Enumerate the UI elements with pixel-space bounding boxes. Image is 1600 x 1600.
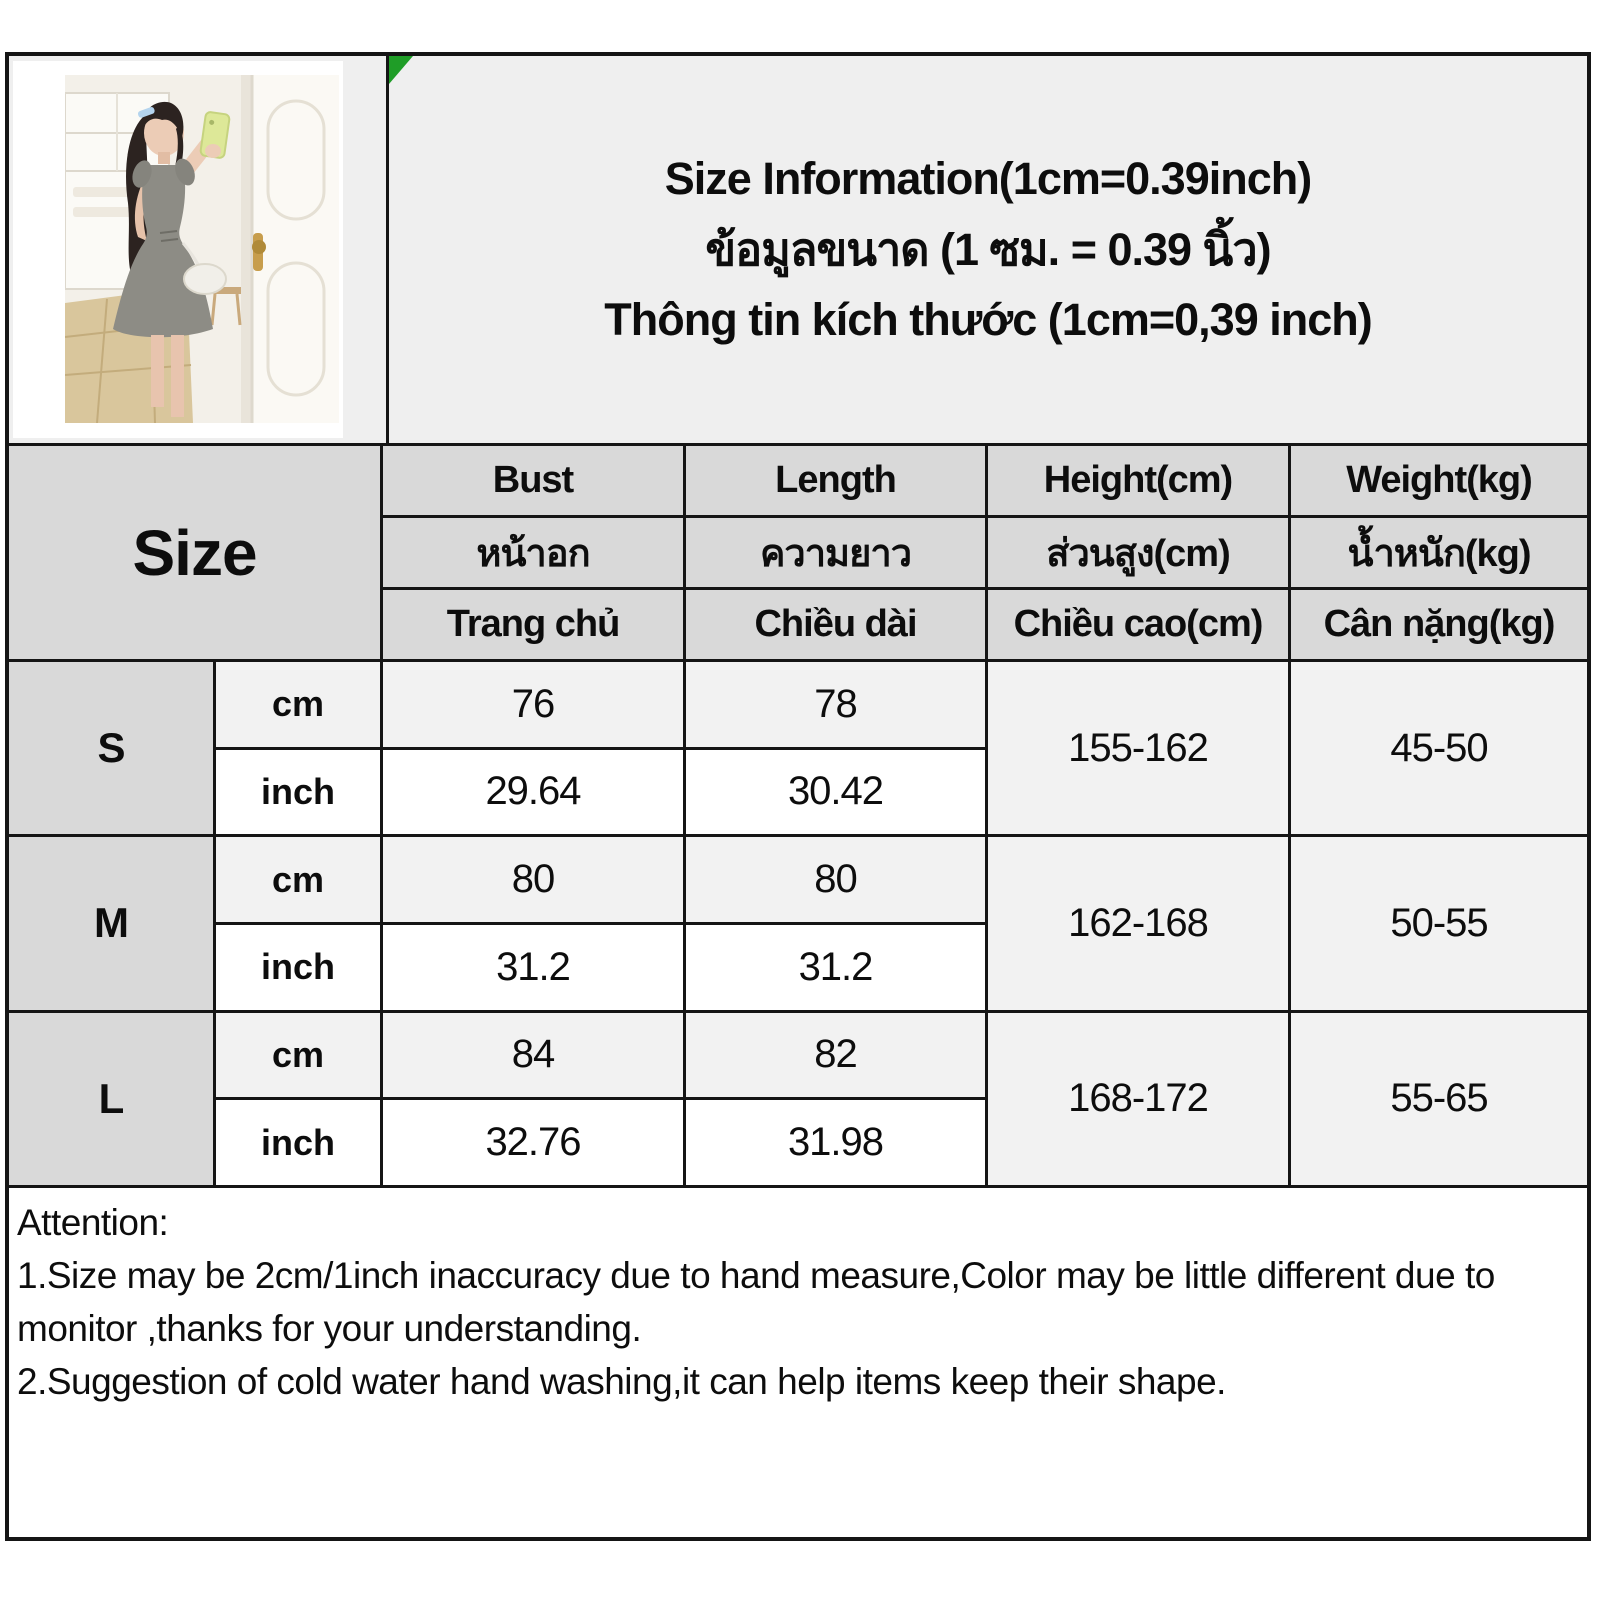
attention-section	[9, 1185, 1587, 1537]
row-m-weight: 50-55	[1291, 837, 1587, 1009]
row-s-height: 155-162	[988, 662, 1288, 834]
title-cell	[389, 56, 1587, 443]
header-weight-th: น้ำหนัก(kg)	[1291, 518, 1587, 587]
header-height-vi: Chiều cao(cm)	[988, 590, 1288, 659]
row-l-unit-inch: inch	[216, 1100, 380, 1185]
row-l-bust-cm: 84	[383, 1013, 683, 1098]
size-header: Size	[9, 446, 380, 659]
row-l-length-inch: 31.98	[686, 1100, 985, 1185]
row-l-height: 168-172	[988, 1013, 1288, 1185]
header-weight-vi: Cân nặng(kg)	[1291, 590, 1587, 659]
product-photo-cell	[9, 56, 389, 443]
row-m-label: M	[9, 837, 213, 1009]
title-thai: ข้อมูลขนาด (1 ซม. = 0.39 นิ้ว)	[705, 223, 1271, 275]
row-s-label: S	[9, 662, 213, 834]
product-photo	[65, 75, 339, 423]
green-corner-marker-icon	[389, 56, 413, 84]
header-bust-th: หน้าอก	[383, 518, 683, 587]
title-vietnamese: Thông tin kích thước (1cm=0,39 inch)	[604, 294, 1372, 346]
door	[251, 75, 339, 423]
row-m-length-inch: 31.2	[686, 925, 985, 1010]
leg	[171, 335, 184, 417]
row-m-bust-inch: 31.2	[383, 925, 683, 1010]
row-l-label: L	[9, 1013, 213, 1185]
neck	[158, 152, 170, 164]
header-length-th: ความยาว	[686, 518, 985, 587]
row-m-height: 162-168	[988, 837, 1288, 1009]
row-s-length-inch: 30.42	[686, 750, 985, 835]
photo-white-matte	[13, 61, 343, 438]
header-weight-en: Weight(kg)	[1291, 446, 1587, 515]
row-m-unit-cm: cm	[216, 837, 380, 922]
row-m-unit-inch: inch	[216, 925, 380, 1010]
header-length-en: Length	[686, 446, 985, 515]
top-row	[9, 56, 1587, 446]
header-length-vi: Chiều dài	[686, 590, 985, 659]
attention-note: 1.Size may be 2cm/1inch inaccuracy due to hand measure,Color may be little different due to monitor ,thanks for your understanding.	[17, 1255, 1495, 1349]
row-l-bust-inch: 32.76	[383, 1100, 683, 1185]
row-m-bust-cm: 80	[383, 837, 683, 922]
row-s-weight: 45-50	[1291, 662, 1587, 834]
title-english: Size Information(1cm=0.39inch)	[664, 153, 1312, 205]
leg	[151, 335, 164, 407]
header-height-th: ส่วนสูง(cm)	[988, 518, 1288, 587]
row-l-weight: 55-65	[1291, 1013, 1587, 1185]
row-s-unit-inch: inch	[216, 750, 380, 835]
header-bust-en: Bust	[383, 446, 683, 515]
hand	[205, 144, 221, 158]
attention-heading: Attention:	[17, 1202, 169, 1243]
attention-note: 2.Suggestion of cold water hand washing,it can help items keep their shape.	[17, 1361, 1226, 1402]
size-table	[9, 446, 1587, 1185]
row-s-bust-cm: 76	[383, 662, 683, 747]
header-bust-vi: Trang chủ	[383, 590, 683, 659]
door-frame	[241, 75, 251, 423]
row-s-unit-cm: cm	[216, 662, 380, 747]
row-l-length-cm: 82	[686, 1013, 985, 1098]
row-s-length-cm: 78	[686, 662, 985, 747]
row-l-unit-cm: cm	[216, 1013, 380, 1098]
size-chart-frame	[5, 52, 1591, 1541]
header-height-en: Height(cm)	[988, 446, 1288, 515]
row-s-bust-inch: 29.64	[383, 750, 683, 835]
row-m-length-cm: 80	[686, 837, 985, 922]
